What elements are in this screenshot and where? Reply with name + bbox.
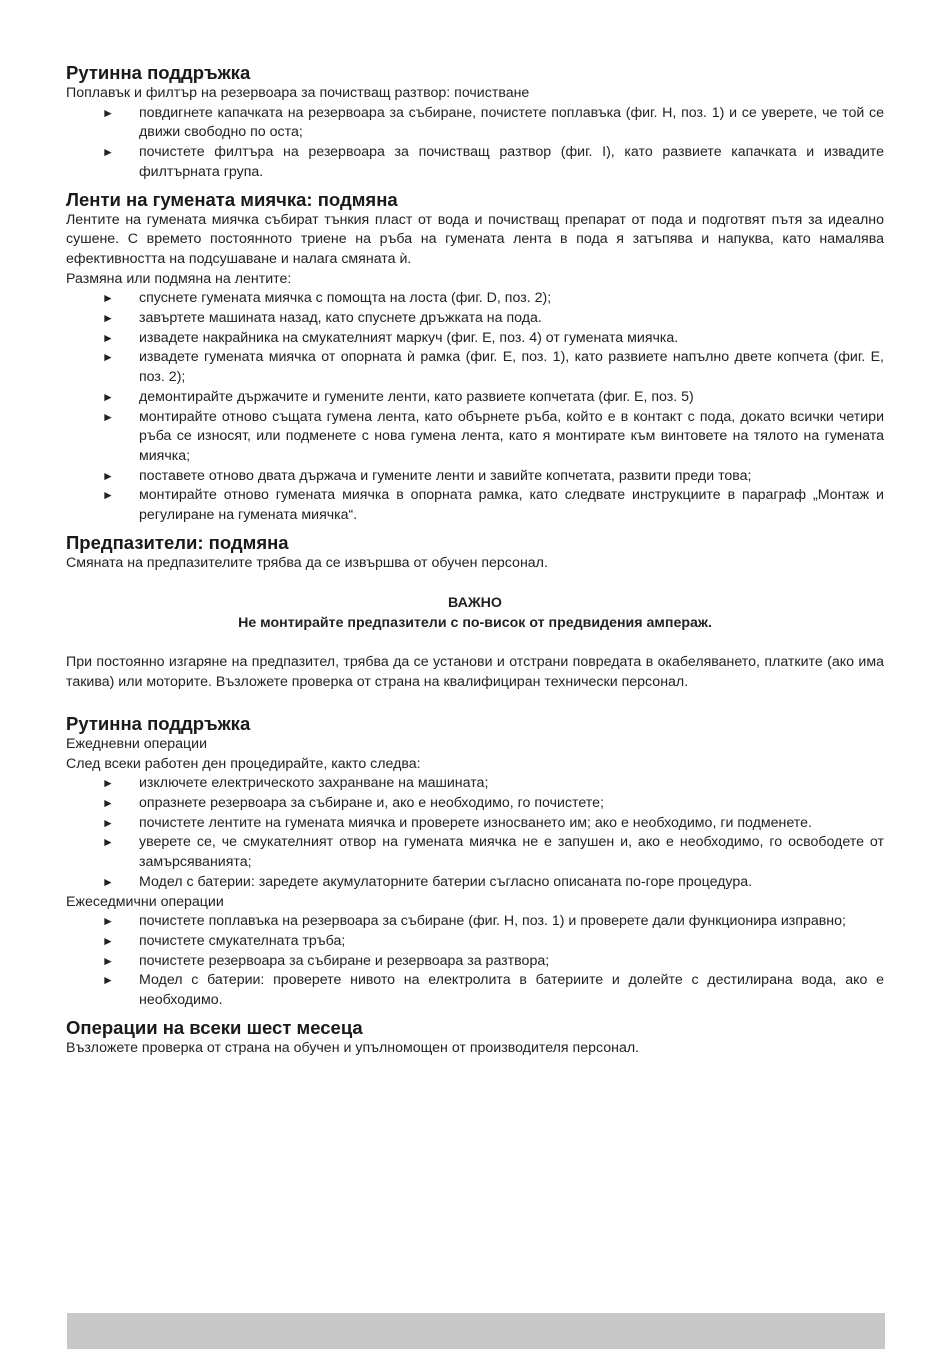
bullet-arrow-icon: ► <box>102 145 114 160</box>
list-item: ► извадете гумената миячка от опорната ѝ рамка (фиг. E, поз. 1), като развиете напълно двете копчета (фиг. E, поз. 2); <box>102 349 884 386</box>
list-item: ► завъртете машината назад, като спуснете дръжката на пода. <box>66 309 884 329</box>
notice-title: ВАЖНО <box>448 595 502 612</box>
footer-bar <box>67 1313 885 1349</box>
section-title-routine-maintenance-2: Рутинна поддръжка <box>66 712 251 734</box>
list-item: ► уверете се, че смукателният отвор на гумената миячка не е запушен и, ако е необходимо, го освободете от замърсяванията; <box>102 834 884 871</box>
bullet-arrow-icon: ► <box>102 815 114 830</box>
bullet-arrow-icon: ► <box>102 291 114 306</box>
bullet-arrow-icon: ► <box>102 835 114 850</box>
bullet-arrow-icon: ► <box>102 973 114 988</box>
bullet-arrow-icon: ► <box>102 874 114 889</box>
list-item: ► поставете отново двата държача и гумените ленти и завийте копчетата, развити преди това; <box>66 467 884 487</box>
list-item: ► монтирайте отново същата гумена лента, като обърнете ръба, който е в контакт с пода, докато всички четири ръба се износят, или подменете с нова гумена лента, като я монтирате към винтовете на тялото на гумената миячка; <box>102 408 884 464</box>
bullet-list <box>66 289 884 525</box>
section-title-squeegee-blades: Ленти на гумената миячка: подмяна <box>66 188 398 210</box>
section-subintro: Размяна или подмяна на лентите: <box>66 270 292 287</box>
bullet-arrow-icon: ► <box>102 311 114 326</box>
important-notice <box>66 593 884 633</box>
section-title-fuses: Предпазители: подмяна <box>66 531 289 553</box>
bullet-arrow-icon: ► <box>102 105 114 120</box>
weekly-operations-label: Ежеседмични операции <box>66 893 224 910</box>
bullet-arrow-icon: ► <box>102 914 114 929</box>
bullet-arrow-icon: ► <box>102 488 114 503</box>
section-intro: Смяната на предпазителите трябва да се извършва от обучен персонал. <box>66 554 548 571</box>
bullet-arrow-icon: ► <box>102 933 114 948</box>
section-paragraph: При постоянно изгаряне на предпазител, трябва да се установи и отстрани повредата в окабеляването, платките (ако има такива) или моторите. Възложете проверка от страна на квалифициран технически персонал. <box>66 654 884 691</box>
list-item: ► монтирайте отново гумената миячка в опорната рамка, като следвате инструкциите в параграф „Монтаж и регулиране на гумената миячка“. <box>102 487 884 524</box>
bullet-arrow-icon: ► <box>102 795 114 810</box>
list-item: ► почистете смукателната тръба; <box>66 932 884 952</box>
bullet-arrow-icon: ► <box>102 776 114 791</box>
list-item: ► почистете лентите на гумената миячка и проверете износването им; ако е необходимо, ги подменете. <box>66 814 884 834</box>
bullet-arrow-icon: ► <box>102 953 114 968</box>
list-item: ► почистете поплавъка на резервоара за събиране (фиг. H, поз. 1) и проверете дали функционира изправно; <box>66 912 884 932</box>
bullet-list <box>66 774 884 892</box>
daily-operations-label: Ежедневни операции <box>66 735 207 752</box>
notice-text: Не монтирайте предпазители с по-висок от предвидения ампераж. <box>238 615 712 632</box>
list-item: ► изключете електрическото захранване на машината; <box>66 774 884 794</box>
bullet-list <box>66 104 884 183</box>
section-title-routine-maintenance: Рутинна поддръжка <box>66 62 251 83</box>
bullet-arrow-icon: ► <box>102 409 114 424</box>
bullet-list <box>66 912 884 1011</box>
list-item: ► спуснете гумената миячка с помощта на лоста (фиг. D, поз. 2); <box>66 289 884 309</box>
section-intro: Поплавък и филтър на резервоара за почистващ разтвор: почистване <box>66 85 530 101</box>
list-item: ► демонтирайте държачите и гумените ленти, като развиете копчетата (фиг. E, поз. 5) <box>66 388 884 408</box>
section-intro: Лентите на гумената миячка събират тънкия пласт от вода и почистващ препарат от пода и подготвят пътя за идеално сушене. С времето постоянното триене на ръба на гумената лента в пода я затъпява и напуква, като намалява ефективността на подсушаване и налага смяната ѝ. <box>66 211 884 267</box>
list-item: ► опразнете резервоара за събиране и, ако е необходимо, го почистете; <box>66 794 884 814</box>
list-item: ► повдигнете капачката на резервоара за събиране, почистете поплавъка (фиг. H, поз. 1) и се уверете, че той се движи свободно по оста; <box>102 104 884 141</box>
list-item: ► почистете резервоара за събиране и резервоара за разтвора; <box>66 952 884 972</box>
bullet-arrow-icon: ► <box>102 468 114 483</box>
document-page <box>66 62 884 1058</box>
section-intro: Възложете проверка от страна на обучен и упълномощен от производителя персонал. <box>66 1039 640 1056</box>
list-item: ► почистете филтъра на резервоара за почистващ разтвор (фиг. I), като развиете капачката и извадите филтърната група. <box>102 144 884 180</box>
bullet-arrow-icon: ► <box>102 350 114 365</box>
list-item: ► Модел с батерии: проверете нивото на електролита в батериите и долейте с дестилирана вода, ако е необходимо. <box>102 972 884 1009</box>
daily-operations-intro: След всеки работен ден процедирайте, както следва: <box>66 755 421 772</box>
section-title-six-monthly-operations: Операции на всеки шест месеца <box>66 1016 363 1038</box>
list-item: ► извадете накрайника на смукателният маркуч (фиг. E, поз. 4) от гумената миячка. <box>66 329 884 349</box>
list-item: ► Модел с батерии: заредете акумулаторните батерии съгласно описаната по-горе процедура. <box>66 873 884 893</box>
bullet-arrow-icon: ► <box>102 389 114 404</box>
bullet-arrow-icon: ► <box>102 330 114 345</box>
